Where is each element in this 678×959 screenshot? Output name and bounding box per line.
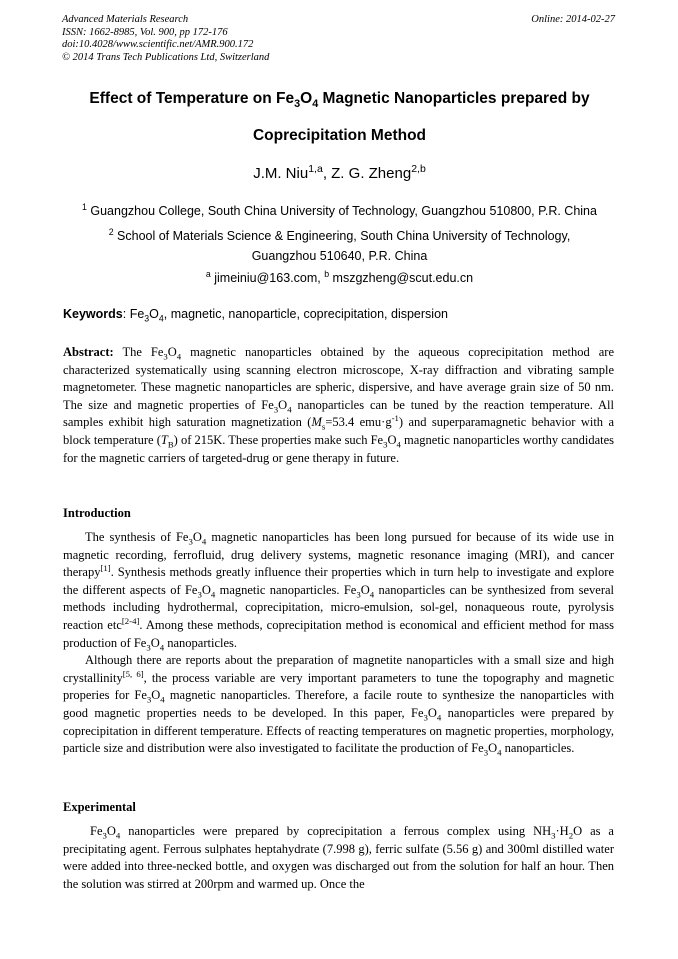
paper-title-line2: Coprecipitation Method	[252, 127, 427, 144]
online-date: Online: 2014-02-27	[531, 14, 615, 25]
affiliation-1: $^1$ Guangzhou College, South China University of Technology, Guangzhou 510800, P.R. China	[82, 201, 597, 218]
journal-header	[62, 14, 269, 64]
experimental-text	[63, 823, 614, 893]
journal-name: Advanced Materials Research	[62, 14, 189, 25]
author-list: J.M. Niu$^{1,a}$, Z. G. Zheng$^{2,b}$	[253, 163, 426, 182]
experimental-paragraph: $Fe_3O_4$ nanoparticles were prepared by coprecipitation a ferrous complex using $NH_3\cdot H_2O$ as a precipitating agent. Ferrous sulphates heptahydrate (7.998 g), ferric sulfate (5.56 g) and 300ml distilled water were added into three-necked bottle, and oxygen was discharged out from the solution for half an hour. Then the solution was stirred at 200rpm and warmed up. Once the	[63, 824, 614, 891]
experimental-heading: Experimental	[63, 800, 136, 814]
author-emails: $^a$ jimeiniu@163.com, $^b$ mszgzheng@scut.edu.cn	[205, 268, 474, 285]
abstract: Abstract: The $Fe_3O_4$ magnetic nanoparticles obtained by the aqueous coprecipitation method are characterized systematically using scanning electron microscope, X-ray diffraction and vibrating sample magnetometer. These magnetic nanoparticles are spheric, dispersive, and have average grain size of 50 nm. The size and magnetic properties of $Fe_3O_4$ nanoparticles can be tuned by the reaction temperature. All samples exhibit high saturation magnetization ($M_s=53.4$ $emu\cdot g^{-1}$) and superparamagnetic behavior with a block temperature $(T_B)$ of 215K. These properties make such $Fe_3O_4$ magnetic nanoparticles worthy candidates for the magnetic carriers of targeted-drug or gene therapy in future.	[63, 345, 615, 465]
issn-line: ISSN: 1662-8985, Vol. 900, pp 172-176	[62, 26, 228, 38]
introduction-heading: Introduction	[63, 506, 131, 520]
paper-title-line1: Effect of Temperature on $Fe_3O_4$ Magnetic Nanoparticles prepared by	[89, 90, 590, 111]
copyright-line: © 2014 Trans Tech Publications Ltd, Switzerland	[62, 51, 270, 63]
intro-paragraph-1: The synthesis of $Fe_3O_4$ magnetic nanoparticles has been long pursued for because of its wide use in magnetic recording, ferrofluid, drug delivery systems, magnetic resonance imaging (MRI), and cancer therapy[1]. Synthesis methods greatly influence their properties which in turn help to investigate and explore the different aspects of $Fe_3O_4$ magnetic nanoparticles. $Fe_3O_4$ nanoparticles can be synthesized from several methods including hydrothermal, coprecipitation, micro-emulsion, sol-gel, nonaqueous route, pyrolysis reaction etc[2-4]. Among these methods, coprecipitation method is economical and efficient method for mass production of $Fe_3O_4$ nanoparticles.	[63, 530, 615, 653]
intro-paragraph-2: Although there are reports about the preparation of magnetite nanoparticles with a small size and high crystallinity[5, 6], the process variable are very important parameters to tune the topography and magnetic properies for $Fe_3O_4$ magnetic nanoparticles. Therefore, a facile route to synthesize the nanoparticles with good magnetic properties needs to be developed. In this paper, $Fe_3O_4$ nanoparticles were prepared by coprecipitation in different temperature. Effects of reacting temperatures on magnetic properties, morphology, particle size and distribution were also investigated to facilitate the production of $Fe_3O_4$ nanoparticles.	[63, 653, 614, 758]
keywords: Keywords: $Fe_3O_4$, magnetic, nanoparticle, coprecipitation, dispersion	[63, 307, 448, 324]
introduction-text	[63, 529, 614, 758]
doi-line: doi:10.4028/www.scientific.net/AMR.900.172	[62, 39, 254, 50]
affiliation-2: $^2$ School of Materials Science & Engineering, South China University of Technology, Guangzhou 510640, P.R. China	[108, 226, 571, 263]
